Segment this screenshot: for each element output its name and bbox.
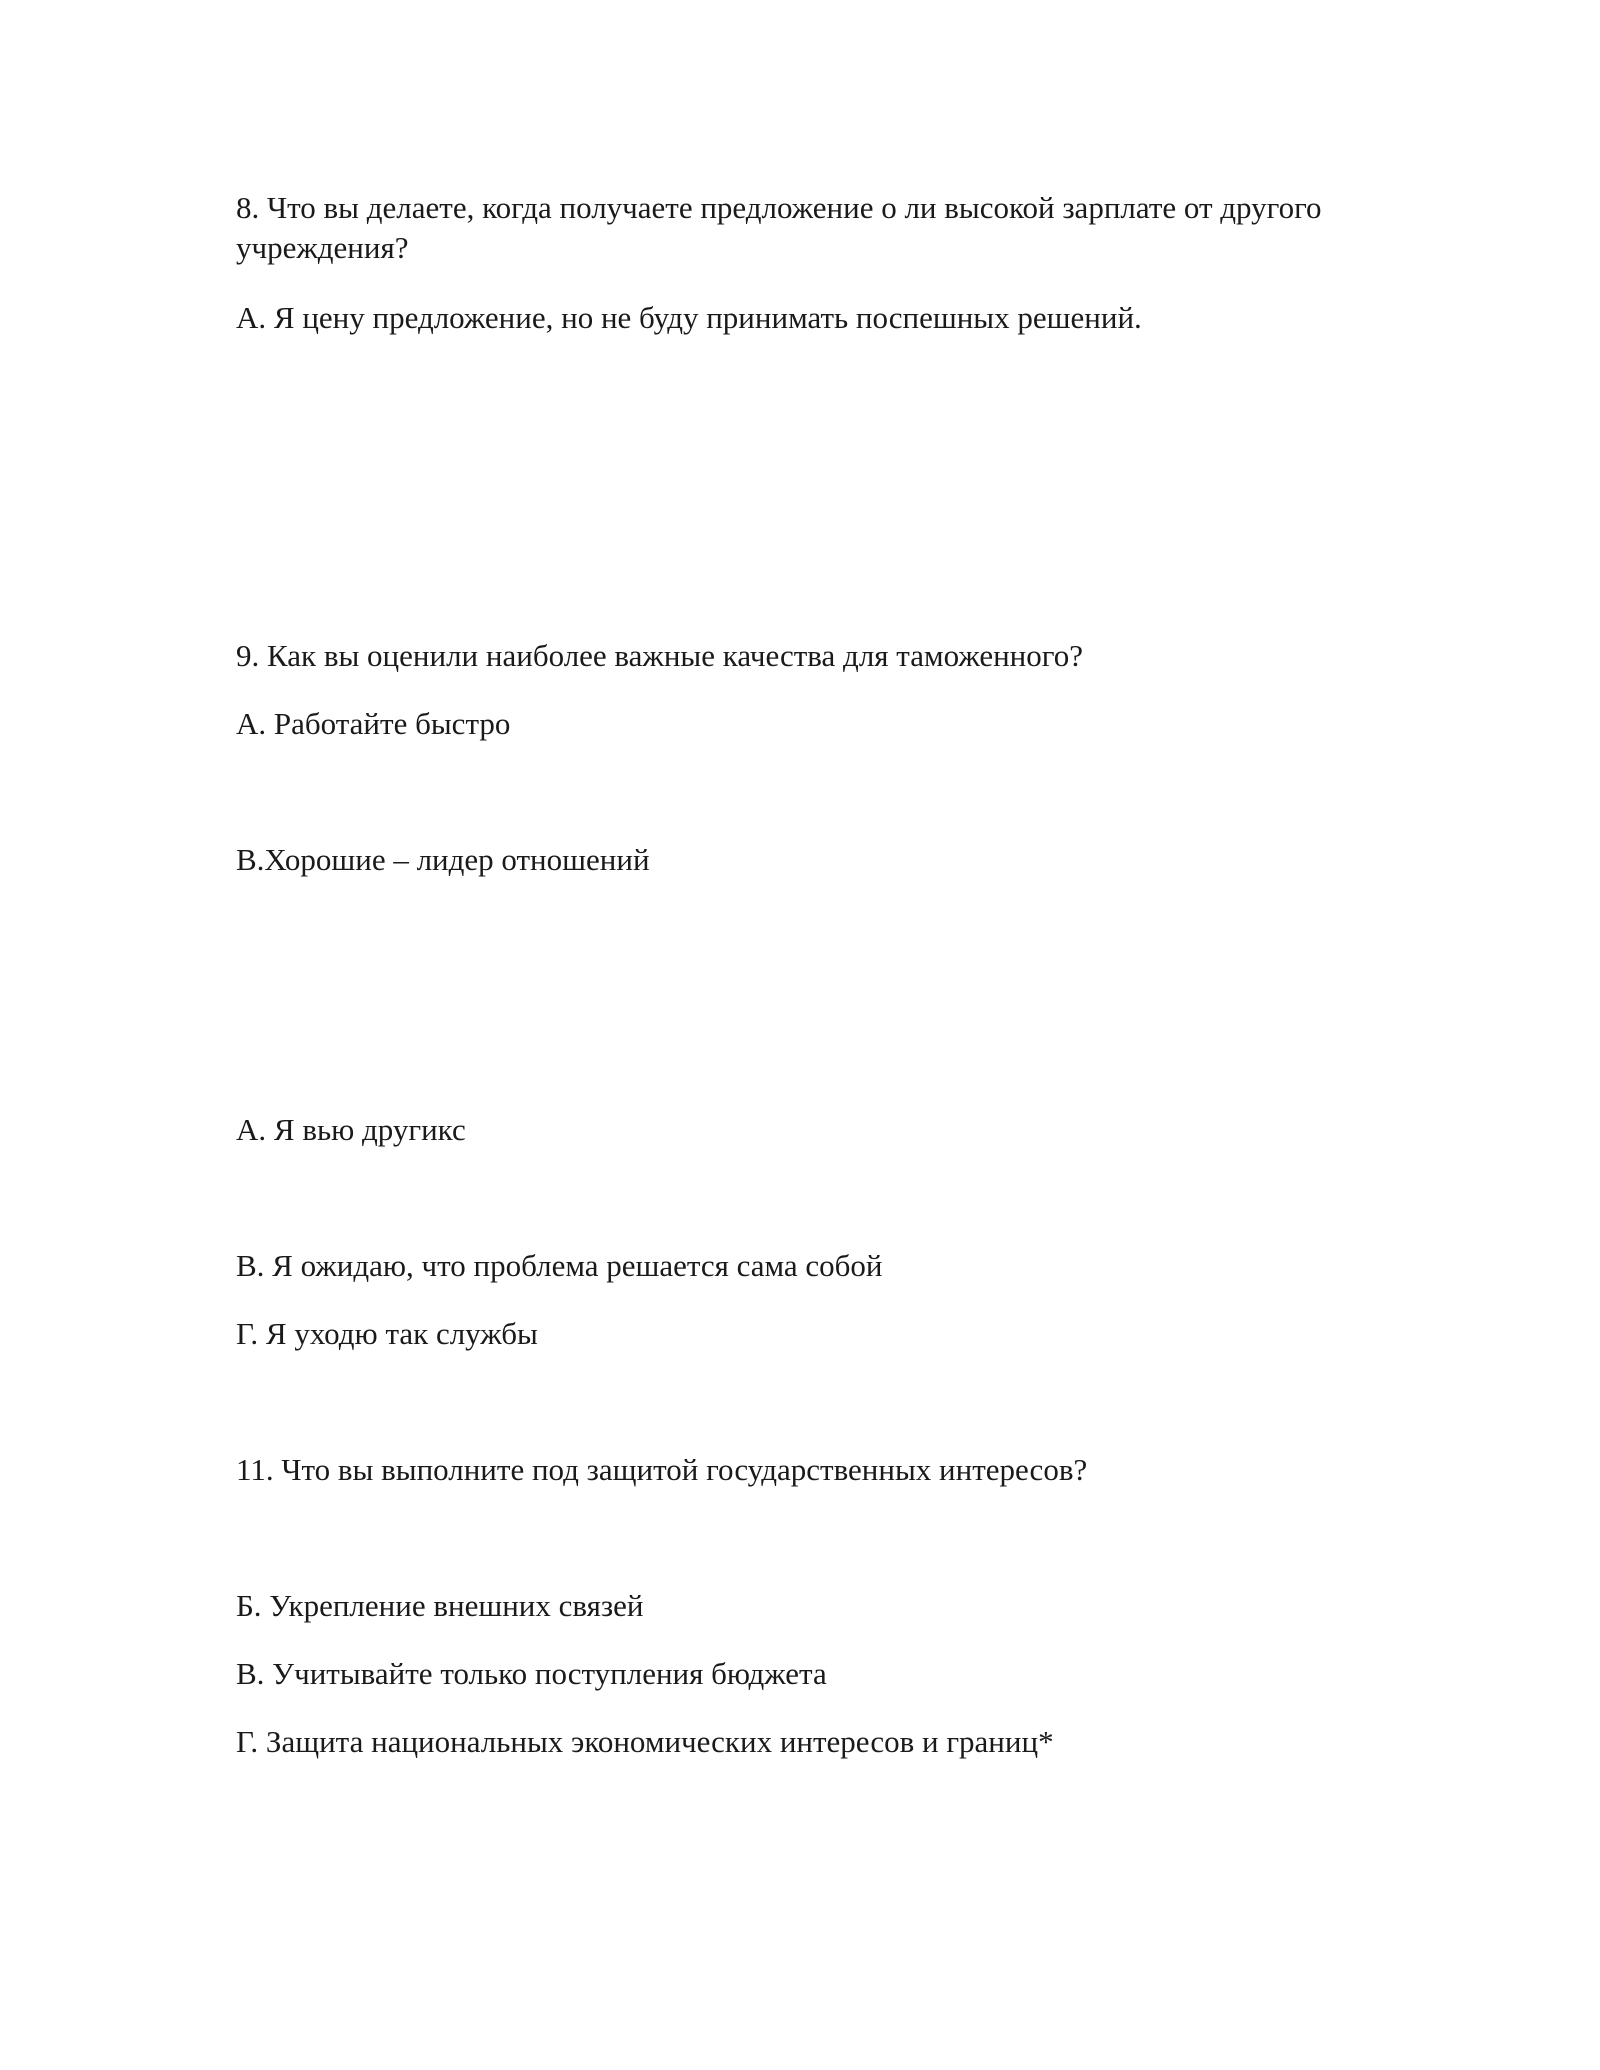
- question-9-option-b: В.Хорошие – лидер отношений: [236, 842, 650, 877]
- question-8-option-a: А. Я цену предложение, но не буду принимать поспешных решений.: [236, 300, 1142, 335]
- question-10-option-a: А. Я вью другикс: [236, 1112, 466, 1147]
- question-11: 11. Что вы выполните под защитой государственных интересов?: [236, 1452, 1088, 1487]
- question-9-option-a: А. Работайте быстро: [236, 706, 511, 741]
- question-11-option-b: Б. Укрепление внешних связей: [236, 1588, 644, 1623]
- question-10-option-g: Г. Я уходю так службы: [236, 1316, 538, 1351]
- question-8: 8. Что вы делаете, когда получаете предложение о ли высокой зарплате от другого учреждения?: [236, 190, 1322, 265]
- question-11-option-v: В. Учитывайте только поступления бюджета: [236, 1656, 827, 1691]
- question-9: 9. Как вы оценили наиболее важные качества для таможенного?: [236, 638, 1083, 673]
- question-11-option-g: Г. Защита национальных экономических интересов и границ*: [236, 1724, 1054, 1759]
- question-10-option-b: В. Я ожидаю, что проблема решается сама собой: [236, 1248, 883, 1283]
